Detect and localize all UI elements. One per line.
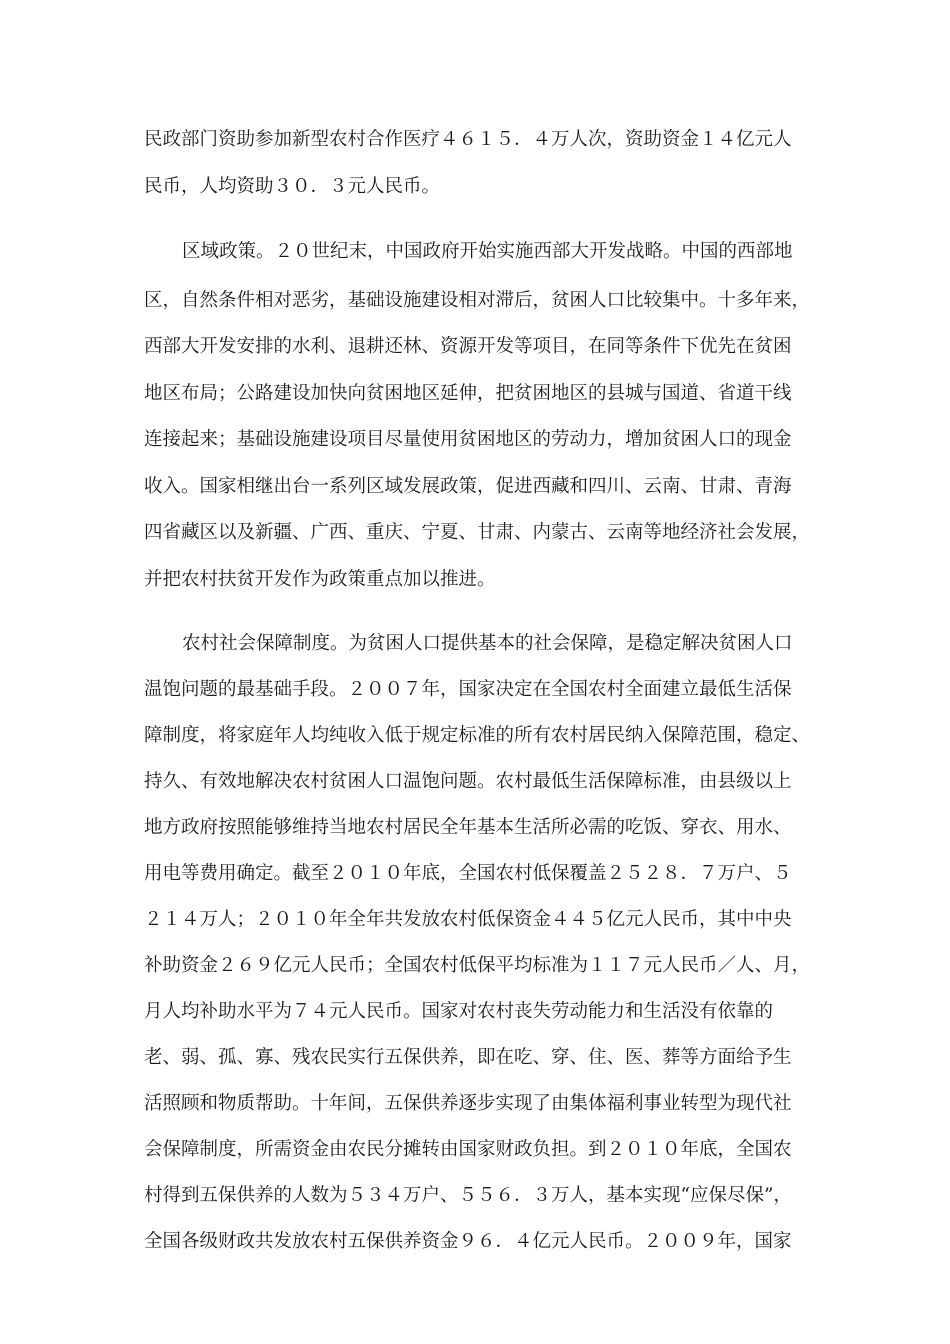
text-line: 全国各级财政共发放农村五保供养资金９６．４亿元人民币。２００９年，国家 bbox=[144, 1231, 792, 1252]
text-line: 民币，人均资助３０．３元人民币。 bbox=[144, 176, 441, 197]
text-line: 西部大开发安排的水利、退耕还林、资源开发等项目，在同等条件下优先在贫困 bbox=[144, 336, 792, 357]
text-line: 村得到五保供养的人数为５３４万户、５５６．３万人，基本实现“应保尽保”， bbox=[144, 1185, 792, 1206]
text-line: ２１４万人；２０１０年全年共发放农村低保资金４４５亿元人民币，其中中央 bbox=[144, 909, 792, 930]
text-line: 障制度，将家庭年人均纯收入低于规定标准的所有农村居民纳入保障范围，稳定、 bbox=[144, 725, 811, 746]
text-line: 并把农村扶贫开发作为政策重点加以推进。 bbox=[144, 569, 496, 590]
text-line: 会保障制度，所需资金由农民分摊转由国家财政负担。到２０１０年底，全国农 bbox=[144, 1139, 792, 1160]
text-line: 活照顾和物质帮助。十年间，五保供养逐步实现了由集体福利事业转型为现代社 bbox=[144, 1093, 792, 1114]
text-line: 区域政策。２０世纪末，中国政府开始实施西部大开发战略。中国的西部地 bbox=[182, 241, 793, 262]
text-line: 农村社会保障制度。为贫困人口提供基本的社会保障，是稳定解决贫困人口 bbox=[182, 633, 793, 654]
text-line: 温饱问题的最基础手段。２００７年，国家决定在全国农村全面建立最低生活保 bbox=[144, 679, 792, 700]
text-line: 四省藏区以及新疆、广西、重庆、宁夏、甘肃、内蒙古、云南等地经济社会发展， bbox=[144, 522, 811, 543]
text-line: 区，自然条件相对恶劣，基础设施建设相对滞后，贫困人口比较集中。十多年来， bbox=[144, 290, 811, 311]
text-line: 地区布局；公路建设加快向贫困地区延伸，把贫困地区的县城与国道、省道干线 bbox=[144, 383, 792, 404]
text-line: 连接起来；基础设施建设项目尽量使用贫困地区的劳动力，增加贫困人口的现金 bbox=[144, 429, 792, 450]
text-line: 民政部门资助参加新型农村合作医疗４６１５．４万人次，资助资金１４亿元人 bbox=[144, 129, 792, 150]
text-line: 月人均补助水平为７４元人民币。国家对农村丧失劳动能力和生活没有依靠的 bbox=[144, 1001, 774, 1022]
text-line: 老、弱、孤、寡、残农民实行五保供养，即在吃、穿、住、医、葬等方面给予生 bbox=[144, 1047, 792, 1068]
text-line: 用电等费用确定。截至２０１０年底，全国农村低保覆盖２５２８．７万户、５ bbox=[144, 863, 792, 884]
text-line: 持久、有效地解决农村贫困人口温饱问题。农村最低生活保障标准，由县级以上 bbox=[144, 771, 792, 792]
text-line: 地方政府按照能够维持当地农村居民全年基本生活所必需的吃饭、穿衣、用水、 bbox=[144, 817, 792, 838]
text-line: 补助资金２６９亿元人民币；全国农村低保平均标准为１１７元人民币／人、月， bbox=[144, 955, 811, 976]
text-line: 收入。国家相继出台一系列区域发展政策，促进西藏和四川、云南、甘肃、青海 bbox=[144, 476, 792, 497]
